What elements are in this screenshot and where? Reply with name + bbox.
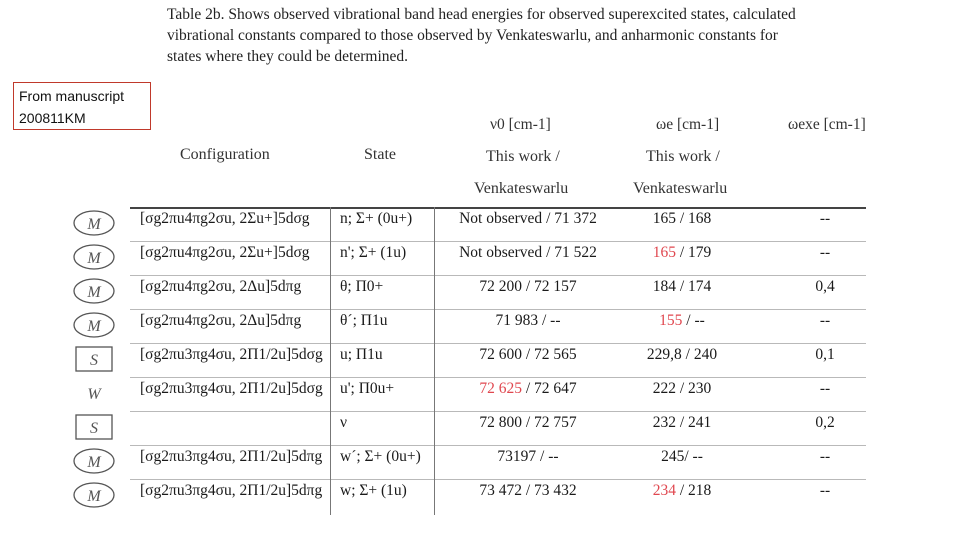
column-divider [434, 207, 435, 515]
we-this-work: 245/ [661, 448, 689, 465]
nu0-cell [443, 244, 613, 262]
wexe-cell: -- [819, 244, 831, 261]
handwritten-mark-w [70, 378, 120, 408]
nu0-this-work: 73197 [497, 448, 537, 465]
we-venkateswarlu: -- [688, 448, 703, 465]
nu0-venkateswarlu: / 72 565 [521, 346, 577, 363]
we-cell [607, 448, 757, 466]
we-venkateswarlu: / 179 [675, 244, 712, 261]
row-divider [130, 479, 866, 480]
we-cell [607, 244, 757, 262]
header-this-work-1: This work / [486, 148, 560, 165]
state-cell: n; Σ+ (0u+) [340, 210, 413, 227]
wexe-cell: -- [819, 380, 831, 397]
handwritten-mark-m [70, 480, 120, 510]
row-divider [130, 275, 866, 276]
wexe-cell: 0,1 [815, 346, 835, 363]
nu0-venkateswarlu: / 73 432 [521, 482, 577, 499]
wexe-cell: -- [819, 448, 831, 465]
table-top-rule [130, 207, 866, 209]
svg-text:M: M [87, 454, 101, 471]
we-this-work: 234 [652, 482, 676, 499]
we-cell [607, 278, 757, 296]
svg-text:M: M [87, 318, 101, 335]
we-venkateswarlu: / 240 [681, 346, 718, 363]
table-caption [167, 4, 797, 67]
we-this-work: 222 [652, 380, 676, 397]
svg-text:M: M [87, 216, 101, 233]
svg-text:M: M [87, 250, 101, 267]
header-state: State [364, 146, 396, 163]
we-venkateswarlu: / 174 [675, 278, 712, 295]
we-venkateswarlu: / 230 [675, 380, 712, 397]
configuration-cell: [σg2πu4πg2σu, 2Σu+]5dσg [140, 244, 310, 261]
we-cell [607, 482, 757, 500]
state-cell: θ; Π0+ [340, 278, 384, 295]
configuration-cell: [σg2πu3πg4σu, 2Π1/2u]5dπg [140, 482, 323, 499]
row-divider [130, 445, 866, 446]
header-nu0: ν0 [cm-1] [490, 116, 551, 133]
header-wexe: ωexe [cm-1] [788, 116, 866, 133]
nu0-cell [443, 448, 613, 466]
we-venkateswarlu: / 168 [675, 210, 712, 227]
we-cell [607, 346, 757, 364]
configuration-cell: [σg2πu4πg2σu, 2Δu]5dπg [140, 278, 302, 295]
row-divider [130, 343, 866, 344]
we-venkateswarlu: / 241 [675, 414, 712, 431]
we-venkateswarlu: / -- [682, 312, 705, 329]
nu0-this-work: 72 200 [479, 278, 522, 295]
configuration-cell: [σg2πu3πg4σu, 2Π1/2u]5dσg [140, 380, 323, 397]
handwritten-mark-m [70, 446, 120, 476]
configuration-cell: [σg2πu4πg2σu, 2Δu]5dπg [140, 312, 302, 329]
state-cell: θ´; Π1u [340, 312, 388, 329]
we-this-work: 184 [652, 278, 676, 295]
nu0-cell [443, 312, 613, 330]
state-cell: w; Σ+ (1u) [340, 482, 407, 499]
we-this-work: 232 [652, 414, 676, 431]
nu0-cell [443, 414, 613, 432]
nu0-venkateswarlu: / 72 157 [521, 278, 577, 295]
nu0-cell [443, 278, 613, 296]
we-this-work: 155 [659, 312, 683, 329]
nu0-cell [443, 380, 613, 398]
nu0-venkateswarlu: / 71 372 [542, 210, 597, 227]
state-cell: u'; Π0u+ [340, 380, 395, 397]
handwritten-mark-m [70, 310, 120, 340]
state-cell: u; Π1u [340, 346, 383, 363]
header-venk-2: Venkateswarlu [633, 180, 728, 197]
configuration-cell: [σg2πu3πg4σu, 2Π1/2u]5dσg [140, 346, 323, 363]
header-venk-1: Venkateswarlu [474, 180, 569, 197]
wexe-cell: -- [819, 312, 831, 329]
we-venkateswarlu: / 218 [675, 482, 712, 499]
wexe-cell: -- [819, 482, 831, 499]
nu0-venkateswarlu: / -- [536, 448, 559, 465]
nu0-venkateswarlu: / 71 522 [542, 244, 597, 261]
stamp-line-2: 200811KM [19, 110, 86, 126]
nu0-this-work: 72 600 [479, 346, 522, 363]
header-configuration: Configuration [180, 146, 270, 163]
nu0-cell [443, 210, 613, 228]
nu0-this-work: 72 800 [479, 414, 522, 431]
caption-title: Table 2b. [167, 6, 225, 23]
row-divider [130, 411, 866, 412]
state-cell: ν [340, 414, 348, 431]
nu0-venkateswarlu: / -- [538, 312, 561, 329]
state-cell: w´; Σ+ (0u+) [340, 448, 421, 465]
handwritten-mark-m [70, 242, 120, 272]
row-divider [130, 309, 866, 310]
nu0-cell [443, 346, 613, 364]
svg-text:S: S [90, 352, 98, 369]
we-cell [607, 312, 757, 330]
row-divider [130, 377, 866, 378]
nu0-this-work: 72 625 [479, 380, 522, 397]
manuscript-stamp [13, 82, 151, 130]
we-cell [607, 210, 757, 228]
state-cell: n'; Σ+ (1u) [340, 244, 407, 261]
column-divider [330, 207, 331, 515]
nu0-cell [443, 482, 613, 500]
svg-text:M: M [87, 284, 101, 301]
nu0-venkateswarlu: / 72 757 [521, 414, 577, 431]
svg-text:W: W [87, 386, 101, 403]
svg-text:S: S [90, 420, 98, 437]
we-this-work: 165 [652, 210, 676, 227]
wexe-cell: -- [819, 210, 831, 227]
we-this-work: 165 [652, 244, 676, 261]
handwritten-mark-m [70, 276, 120, 306]
handwritten-mark-s [70, 412, 120, 442]
nu0-venkateswarlu: / 72 647 [521, 380, 577, 397]
stamp-line-1: From manuscript [19, 88, 125, 104]
svg-text:M: M [87, 488, 101, 505]
nu0-this-work: 73 472 [479, 482, 522, 499]
header-we: ωe [cm-1] [656, 116, 720, 133]
handwritten-mark-m [70, 208, 120, 238]
row-divider [130, 241, 866, 242]
we-cell [607, 380, 757, 398]
nu0-this-work: Not observed [459, 210, 543, 227]
nu0-this-work: Not observed [459, 244, 543, 261]
wexe-cell: 0,2 [815, 414, 835, 431]
header-this-work-2: This work / [646, 148, 720, 165]
we-this-work: 229,8 [646, 346, 682, 363]
wexe-cell: 0,4 [815, 278, 835, 295]
nu0-this-work: 71 983 [495, 312, 539, 329]
configuration-cell: [σg2πu3πg4σu, 2Π1/2u]5dπg [140, 448, 323, 465]
configuration-cell: [σg2πu4πg2σu, 2Σu+]5dσg [140, 210, 310, 227]
caption-text: Shows observed vibrational band head energies for observed superexcited states, calculated vibrational constants compared to those observed by Venkateswarlu, and anharmonic constants for states where they could be determined. [167, 6, 796, 65]
we-cell [607, 414, 757, 432]
handwritten-mark-s [70, 344, 120, 374]
